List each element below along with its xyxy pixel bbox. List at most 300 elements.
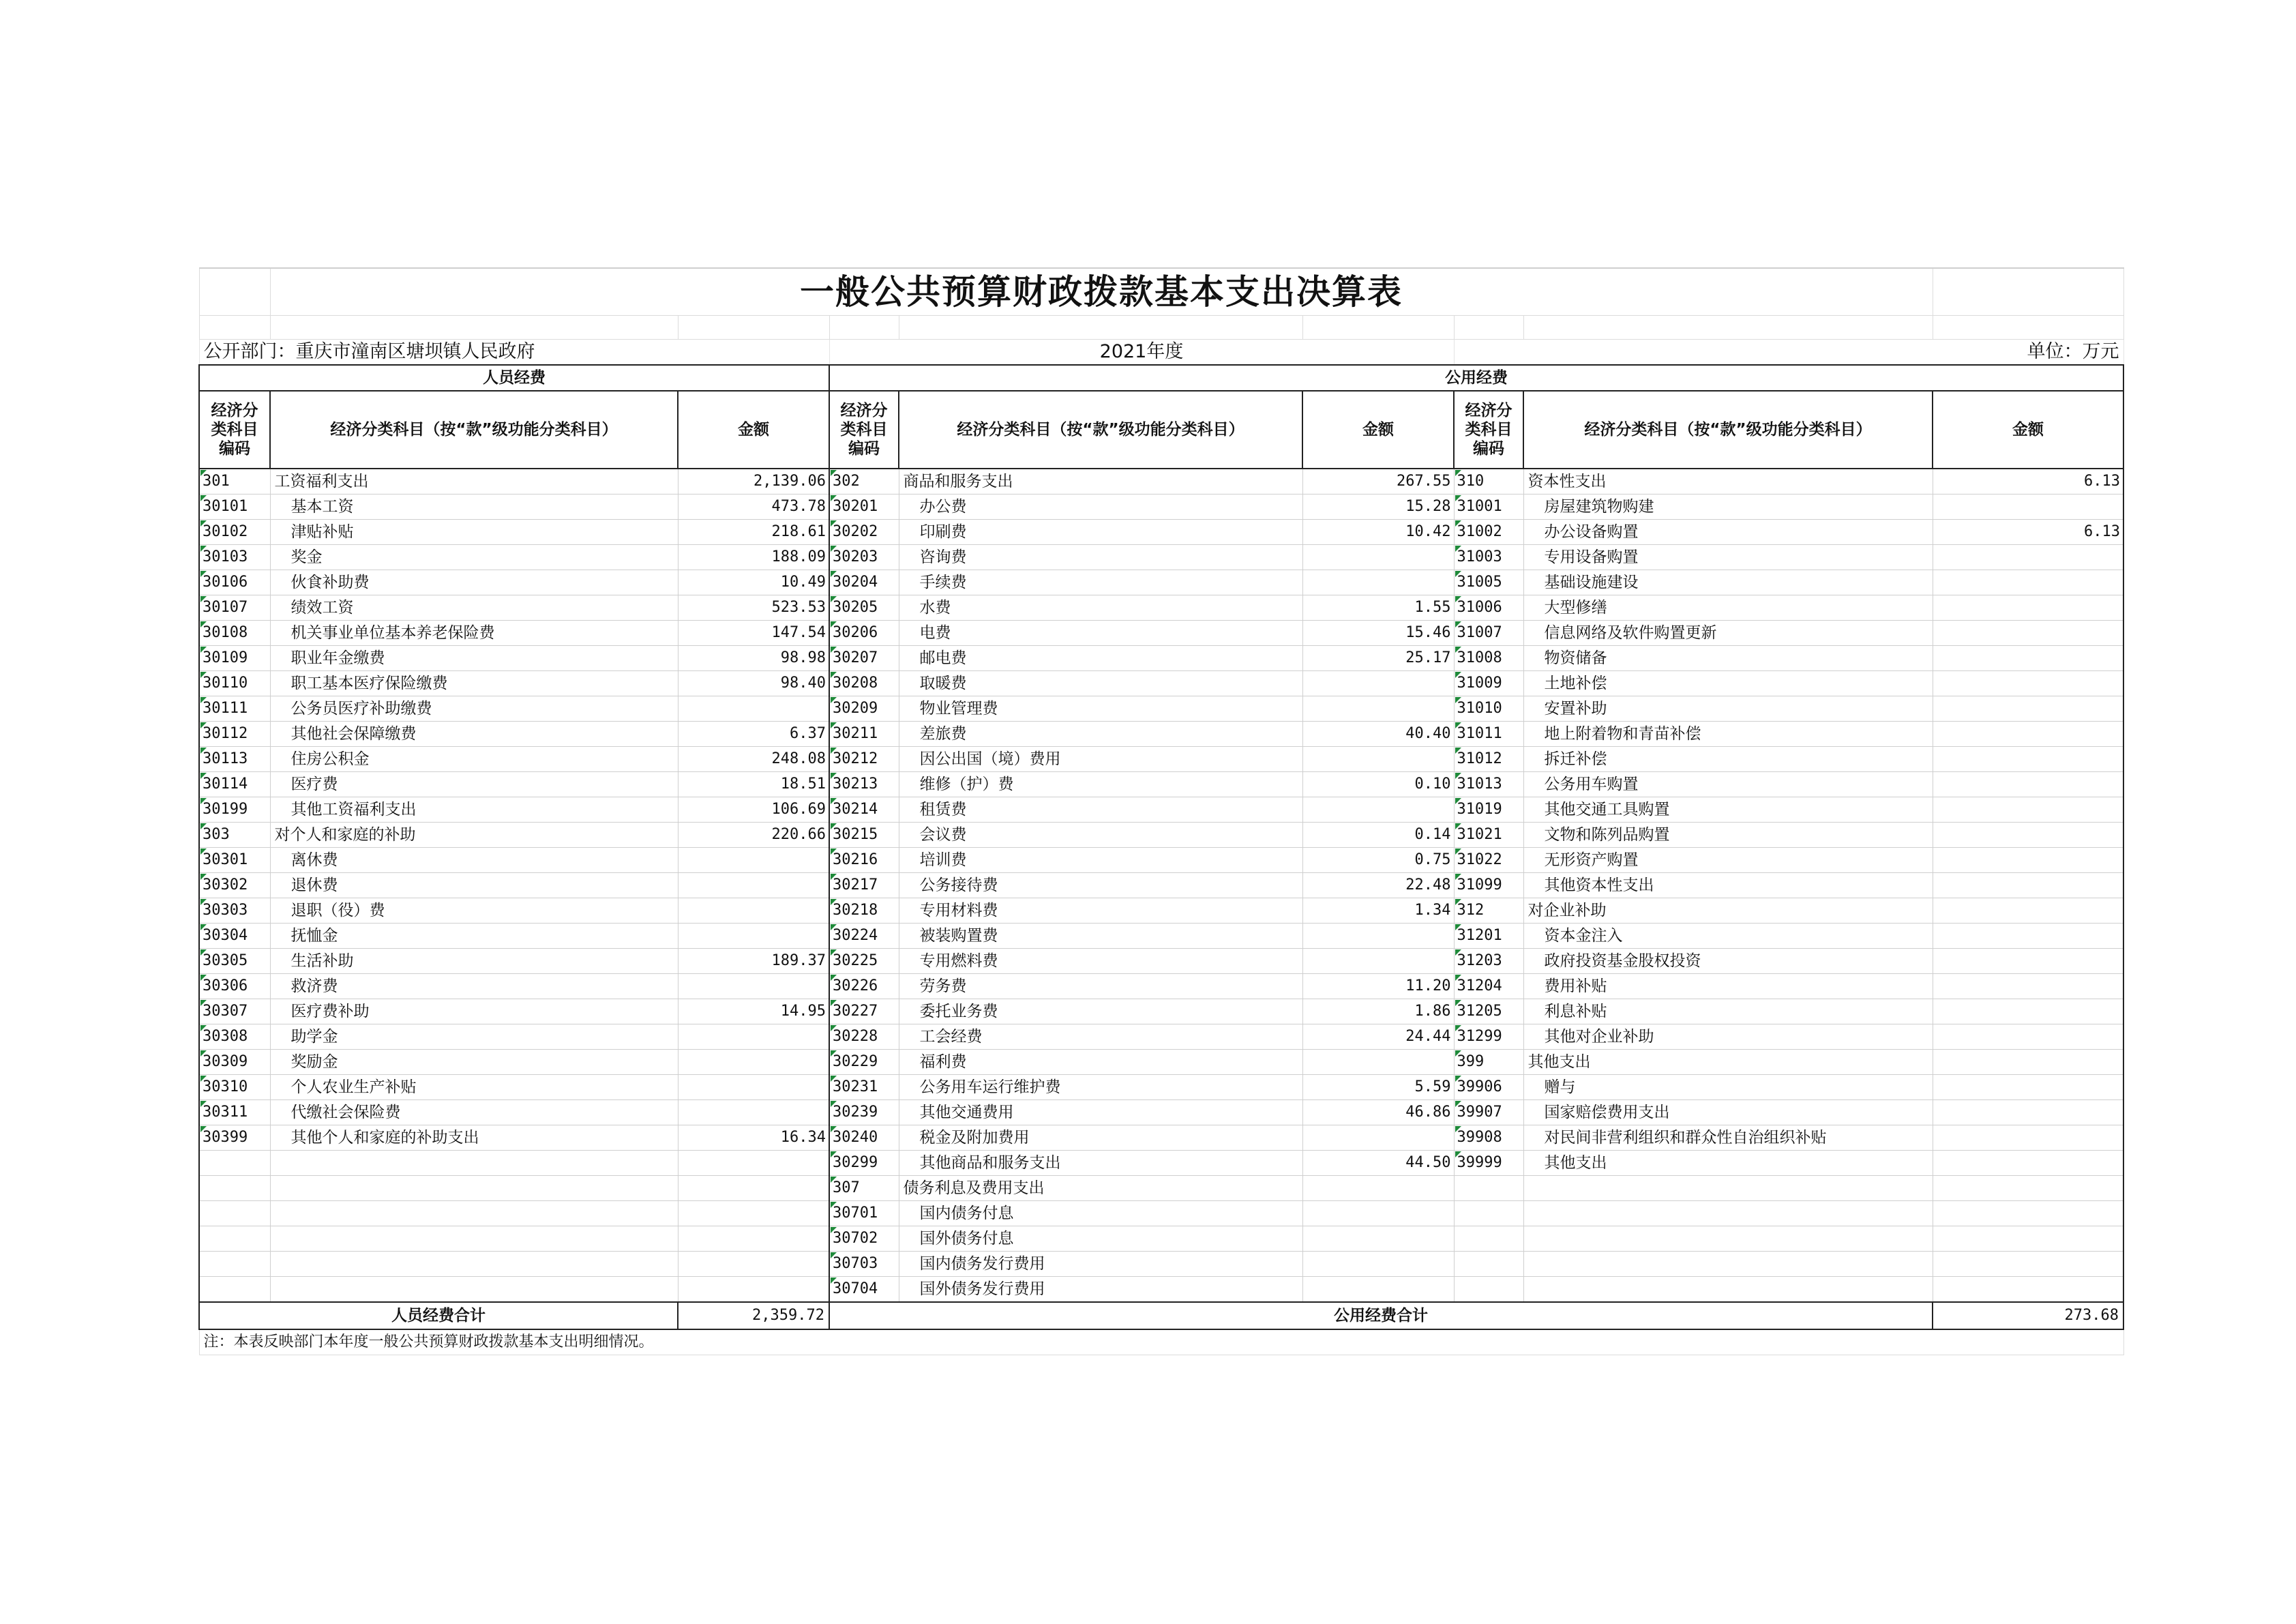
group-public: 公用经费 [829, 365, 2123, 391]
row-code [199, 1277, 270, 1303]
row-item: 津贴补贴 [270, 520, 678, 545]
row-item: 文物和陈列品购置 [1523, 823, 1933, 848]
table-row [199, 924, 2123, 949]
table-row [199, 873, 2123, 898]
row-code: 30215 [829, 823, 899, 848]
row-item [1523, 1277, 1933, 1303]
row-code: 30205 [829, 595, 899, 621]
row-amount: 5.59 [1302, 1075, 1454, 1100]
row-amount [1302, 1226, 1454, 1252]
header-name: 经济分类科目（按“款”级功能分类科目） [270, 391, 678, 469]
row-amount [678, 1100, 829, 1125]
row-item: 邮电费 [899, 646, 1302, 671]
row-amount: 267.55 [1302, 469, 1454, 494]
public-total-value: 273.68 [1933, 1302, 2123, 1329]
row-item: 安置补助 [1523, 696, 1933, 722]
row-amount [1933, 494, 2123, 520]
row-amount [1933, 873, 2123, 898]
row-code: 30302 [199, 873, 270, 898]
row-amount [678, 1075, 829, 1100]
row-item [270, 1151, 678, 1176]
row-amount [1302, 696, 1454, 722]
table-row [199, 848, 2123, 873]
row-amount [1933, 974, 2123, 999]
row-item: 公务员医疗补助缴费 [270, 696, 678, 722]
row-amount [1933, 1075, 2123, 1100]
row-item: 公务接待费 [899, 873, 1302, 898]
row-item: 其他交通工具购置 [1523, 797, 1933, 823]
row-code: 31013 [1454, 772, 1523, 797]
row-code: 30703 [829, 1252, 899, 1277]
row-item: 其他社会保障缴费 [270, 722, 678, 747]
row-code: 30224 [829, 924, 899, 949]
row-item [1523, 1201, 1933, 1226]
row-item: 房屋建筑物购建 [1523, 494, 1933, 520]
row-amount [1933, 999, 2123, 1024]
row-amount [1302, 924, 1454, 949]
row-code: 30704 [829, 1277, 899, 1303]
row-item [270, 1176, 678, 1201]
row-item: 办公费 [899, 494, 1302, 520]
row-code: 30307 [199, 999, 270, 1024]
public-total-label: 公用经费合计 [829, 1302, 1933, 1329]
unit-label: 单位：万元 [1454, 340, 2123, 366]
row-code: 302 [829, 469, 899, 494]
row-item: 职工基本医疗保险缴费 [270, 671, 678, 696]
row-code: 30303 [199, 898, 270, 924]
row-code: 30110 [199, 671, 270, 696]
row-item: 其他对企业补助 [1523, 1024, 1933, 1050]
header-code: 经济分类科目编码 [1454, 391, 1523, 469]
row-code [199, 1201, 270, 1226]
row-item: 住房公积金 [270, 747, 678, 772]
row-amount: 6.37 [678, 722, 829, 747]
row-amount: 6.13 [1933, 520, 2123, 545]
row-item: 生活补助 [270, 949, 678, 974]
row-amount [1302, 1176, 1454, 1201]
row-amount [1933, 924, 2123, 949]
row-code: 30107 [199, 595, 270, 621]
row-code: 30226 [829, 974, 899, 999]
table-row [199, 621, 2123, 646]
row-amount: 98.98 [678, 646, 829, 671]
row-amount [1933, 848, 2123, 873]
row-item: 专用设备购置 [1523, 545, 1933, 570]
row-item: 取暖费 [899, 671, 1302, 696]
row-amount [1933, 1252, 2123, 1277]
row-item: 资本性支出 [1523, 469, 1933, 494]
row-item: 被装购置费 [899, 924, 1302, 949]
row-item: 土地补偿 [1523, 671, 1933, 696]
row-amount: 0.14 [1302, 823, 1454, 848]
row-code: 30108 [199, 621, 270, 646]
row-code [199, 1176, 270, 1201]
page-title: 一般公共预算财政拨款基本支出决算表 [270, 268, 1933, 316]
row-item: 工会经费 [899, 1024, 1302, 1050]
row-amount [678, 1277, 829, 1303]
row-amount [678, 924, 829, 949]
row-code: 30109 [199, 646, 270, 671]
row-amount [678, 1201, 829, 1226]
row-amount [1933, 1050, 2123, 1075]
row-item: 办公设备购置 [1523, 520, 1933, 545]
row-amount [678, 1050, 829, 1075]
row-amount: 1.86 [1302, 999, 1454, 1024]
header-amount: 金额 [1933, 391, 2123, 469]
row-code: 30301 [199, 848, 270, 873]
row-code: 399 [1454, 1050, 1523, 1075]
row-code: 31011 [1454, 722, 1523, 747]
row-item: 专用燃料费 [899, 949, 1302, 974]
row-amount: 189.37 [678, 949, 829, 974]
row-amount [1933, 1024, 2123, 1050]
row-amount: 15.46 [1302, 621, 1454, 646]
row-item: 手续费 [899, 570, 1302, 595]
table-body [199, 469, 2123, 1302]
table-row [199, 1226, 2123, 1252]
row-amount [1302, 797, 1454, 823]
table-row [199, 999, 2123, 1024]
row-item [1523, 1226, 1933, 1252]
row-item: 国外债务发行费用 [899, 1277, 1302, 1303]
row-amount: 15.28 [1302, 494, 1454, 520]
row-amount [1302, 1125, 1454, 1151]
row-item: 救济费 [270, 974, 678, 999]
row-amount: 6.13 [1933, 469, 2123, 494]
row-item: 基础设施建设 [1523, 570, 1933, 595]
table-row [199, 1201, 2123, 1226]
row-item: 退职（役）费 [270, 898, 678, 924]
row-item: 水费 [899, 595, 1302, 621]
row-code: 39907 [1454, 1100, 1523, 1125]
row-code: 301 [199, 469, 270, 494]
row-code: 30240 [829, 1125, 899, 1151]
row-amount [1933, 747, 2123, 772]
table-row [199, 1024, 2123, 1050]
row-code: 30225 [829, 949, 899, 974]
row-code [199, 1151, 270, 1176]
table-row [199, 1176, 2123, 1201]
table-row [199, 469, 2123, 494]
table-row [199, 823, 2123, 848]
row-amount: 473.78 [678, 494, 829, 520]
table-row [199, 520, 2123, 545]
row-amount [1933, 545, 2123, 570]
row-code [1454, 1176, 1523, 1201]
row-item: 其他工资福利支出 [270, 797, 678, 823]
row-item [270, 1201, 678, 1226]
table-row [199, 1252, 2123, 1277]
row-amount [1302, 1252, 1454, 1277]
row-amount [678, 1151, 829, 1176]
row-code [1454, 1226, 1523, 1252]
row-code: 30231 [829, 1075, 899, 1100]
row-item: 国家赔偿费用支出 [1523, 1100, 1933, 1125]
row-amount [678, 1024, 829, 1050]
row-code: 31005 [1454, 570, 1523, 595]
row-amount [678, 1226, 829, 1252]
table-row [199, 1050, 2123, 1075]
row-code: 30199 [199, 797, 270, 823]
row-item: 其他支出 [1523, 1050, 1933, 1075]
table-row [199, 1151, 2123, 1176]
row-amount: 220.66 [678, 823, 829, 848]
row-amount: 188.09 [678, 545, 829, 570]
row-item: 地上附着物和青苗补偿 [1523, 722, 1933, 747]
row-item: 个人农业生产补贴 [270, 1075, 678, 1100]
row-item: 绩效工资 [270, 595, 678, 621]
table-row [199, 772, 2123, 797]
row-amount [1933, 671, 2123, 696]
row-item: 福利费 [899, 1050, 1302, 1075]
row-item: 培训费 [899, 848, 1302, 873]
header-code: 经济分类科目编码 [199, 391, 270, 469]
row-code: 31008 [1454, 646, 1523, 671]
title-spacer [1933, 268, 2123, 316]
row-code: 30212 [829, 747, 899, 772]
row-code: 31019 [1454, 797, 1523, 823]
row-item [1523, 1252, 1933, 1277]
row-amount [1933, 1176, 2123, 1201]
row-item: 退休费 [270, 873, 678, 898]
row-code: 30399 [199, 1125, 270, 1151]
row-code: 30206 [829, 621, 899, 646]
row-amount: 10.42 [1302, 520, 1454, 545]
row-amount [1933, 1201, 2123, 1226]
row-amount [678, 1252, 829, 1277]
row-amount [678, 696, 829, 722]
row-code: 303 [199, 823, 270, 848]
row-amount: 248.08 [678, 747, 829, 772]
row-code: 30204 [829, 570, 899, 595]
row-code: 31299 [1454, 1024, 1523, 1050]
row-amount [1933, 772, 2123, 797]
row-item: 离休费 [270, 848, 678, 873]
row-item: 国内债务付息 [899, 1201, 1302, 1226]
row-amount [1933, 646, 2123, 671]
row-item: 代缴社会保险费 [270, 1100, 678, 1125]
row-code: 39999 [1454, 1151, 1523, 1176]
row-item: 差旅费 [899, 722, 1302, 747]
header-name: 经济分类科目（按“款”级功能分类科目） [1523, 391, 1933, 469]
table-row [199, 1125, 2123, 1151]
row-item: 因公出国（境）费用 [899, 747, 1302, 772]
row-code [1454, 1277, 1523, 1303]
row-code: 31205 [1454, 999, 1523, 1024]
row-item: 电费 [899, 621, 1302, 646]
row-item: 大型修缮 [1523, 595, 1933, 621]
personnel-total-label: 人员经费合计 [199, 1302, 678, 1329]
row-code: 30229 [829, 1050, 899, 1075]
group-personnel: 人员经费 [199, 365, 829, 391]
row-code: 30218 [829, 898, 899, 924]
budget-sheet [198, 267, 2123, 1355]
row-code: 31001 [1454, 494, 1523, 520]
row-item: 国外债务付息 [899, 1226, 1302, 1252]
expenditure-table [198, 267, 2124, 1355]
header-name: 经济分类科目（按“款”级功能分类科目） [899, 391, 1302, 469]
row-amount [1933, 696, 2123, 722]
personnel-total-value: 2,359.72 [678, 1302, 829, 1329]
row-amount: 0.10 [1302, 772, 1454, 797]
row-code: 30228 [829, 1024, 899, 1050]
table-row [199, 671, 2123, 696]
row-amount [1933, 621, 2123, 646]
row-amount [1933, 595, 2123, 621]
table-row [199, 797, 2123, 823]
row-code: 31009 [1454, 671, 1523, 696]
row-amount: 25.17 [1302, 646, 1454, 671]
row-code: 30217 [829, 873, 899, 898]
row-code: 30214 [829, 797, 899, 823]
row-code: 30308 [199, 1024, 270, 1050]
row-item: 物业管理费 [899, 696, 1302, 722]
row-amount [1933, 949, 2123, 974]
row-item: 职业年金缴费 [270, 646, 678, 671]
row-code: 30203 [829, 545, 899, 570]
row-amount: 106.69 [678, 797, 829, 823]
row-amount [1933, 570, 2123, 595]
row-amount: 10.49 [678, 570, 829, 595]
row-code: 31006 [1454, 595, 1523, 621]
row-code: 30102 [199, 520, 270, 545]
row-item: 医疗费 [270, 772, 678, 797]
row-code: 30309 [199, 1050, 270, 1075]
row-amount [1933, 1100, 2123, 1125]
row-amount [1933, 1125, 2123, 1151]
row-item: 伙食补助费 [270, 570, 678, 595]
row-code: 310 [1454, 469, 1523, 494]
row-item: 资本金注入 [1523, 924, 1933, 949]
table-row [199, 595, 2123, 621]
row-item: 政府投资基金股权投资 [1523, 949, 1933, 974]
row-code: 30299 [829, 1151, 899, 1176]
row-amount [1302, 671, 1454, 696]
table-row [199, 1075, 2123, 1100]
row-amount [1933, 722, 2123, 747]
row-item: 公务用车购置 [1523, 772, 1933, 797]
table-row [199, 949, 2123, 974]
row-code: 30207 [829, 646, 899, 671]
row-code: 30213 [829, 772, 899, 797]
row-code: 31203 [1454, 949, 1523, 974]
row-code: 31204 [1454, 974, 1523, 999]
row-code: 30201 [829, 494, 899, 520]
table-row [199, 898, 2123, 924]
row-amount [1933, 823, 2123, 848]
row-item: 委托业务费 [899, 999, 1302, 1024]
row-code [199, 1252, 270, 1277]
row-code: 30209 [829, 696, 899, 722]
row-amount: 11.20 [1302, 974, 1454, 999]
row-item [270, 1252, 678, 1277]
table-row [199, 747, 2123, 772]
row-item: 奖金 [270, 545, 678, 570]
row-code [1454, 1252, 1523, 1277]
row-item: 基本工资 [270, 494, 678, 520]
row-code: 30208 [829, 671, 899, 696]
row-amount: 16.34 [678, 1125, 829, 1151]
row-amount: 98.40 [678, 671, 829, 696]
row-item: 税金及附加费用 [899, 1125, 1302, 1151]
header-code: 经济分类科目编码 [829, 391, 899, 469]
row-code: 30103 [199, 545, 270, 570]
title-spacer [199, 268, 270, 316]
table-row [199, 722, 2123, 747]
row-item: 债务利息及费用支出 [899, 1176, 1302, 1201]
row-item: 其他个人和家庭的补助支出 [270, 1125, 678, 1151]
row-amount [678, 898, 829, 924]
row-item: 物资储备 [1523, 646, 1933, 671]
row-item: 其他交通费用 [899, 1100, 1302, 1125]
row-item [270, 1277, 678, 1303]
row-amount: 1.55 [1302, 595, 1454, 621]
table-note: 注：本表反映部门本年度一般公共预算财政拨款基本支出明细情况。 [199, 1329, 2123, 1355]
row-code: 30113 [199, 747, 270, 772]
row-code: 30101 [199, 494, 270, 520]
row-code: 31002 [1454, 520, 1523, 545]
header-amount: 金额 [678, 391, 829, 469]
table-row [199, 545, 2123, 570]
row-code: 30211 [829, 722, 899, 747]
row-amount [1302, 949, 1454, 974]
row-amount [678, 848, 829, 873]
row-item: 其他支出 [1523, 1151, 1933, 1176]
row-amount: 0.75 [1302, 848, 1454, 873]
row-code: 31022 [1454, 848, 1523, 873]
row-item: 利息补贴 [1523, 999, 1933, 1024]
row-item: 商品和服务支出 [899, 469, 1302, 494]
table-row [199, 1277, 2123, 1303]
row-code: 30106 [199, 570, 270, 595]
row-code [1454, 1201, 1523, 1226]
row-code: 30702 [829, 1226, 899, 1252]
row-amount: 2,139.06 [678, 469, 829, 494]
row-code: 30310 [199, 1075, 270, 1100]
row-item: 对企业补助 [1523, 898, 1933, 924]
row-amount [678, 974, 829, 999]
row-item: 机关事业单位基本养老保险费 [270, 621, 678, 646]
row-amount: 18.51 [678, 772, 829, 797]
row-code: 31099 [1454, 873, 1523, 898]
row-amount: 523.53 [678, 595, 829, 621]
row-code: 30311 [199, 1100, 270, 1125]
row-amount: 147.54 [678, 621, 829, 646]
row-code: 31012 [1454, 747, 1523, 772]
table-row [199, 696, 2123, 722]
fiscal-year: 2021年度 [829, 340, 1454, 366]
row-amount [1302, 1277, 1454, 1303]
row-item: 无形资产购置 [1523, 848, 1933, 873]
table-row [199, 494, 2123, 520]
row-code: 30306 [199, 974, 270, 999]
row-item: 抚恤金 [270, 924, 678, 949]
row-code: 30114 [199, 772, 270, 797]
row-code: 31010 [1454, 696, 1523, 722]
row-item: 工资福利支出 [270, 469, 678, 494]
row-code [199, 1226, 270, 1252]
department-label: 公开部门：重庆市潼南区塘坝镇人民政府 [199, 340, 829, 366]
row-item: 专用材料费 [899, 898, 1302, 924]
row-code: 39908 [1454, 1125, 1523, 1151]
table-row [199, 570, 2123, 595]
row-item: 赠与 [1523, 1075, 1933, 1100]
row-amount [1933, 1277, 2123, 1303]
row-item: 信息网络及软件购置更新 [1523, 621, 1933, 646]
table-row [199, 1100, 2123, 1125]
row-amount [678, 873, 829, 898]
row-amount [1302, 570, 1454, 595]
